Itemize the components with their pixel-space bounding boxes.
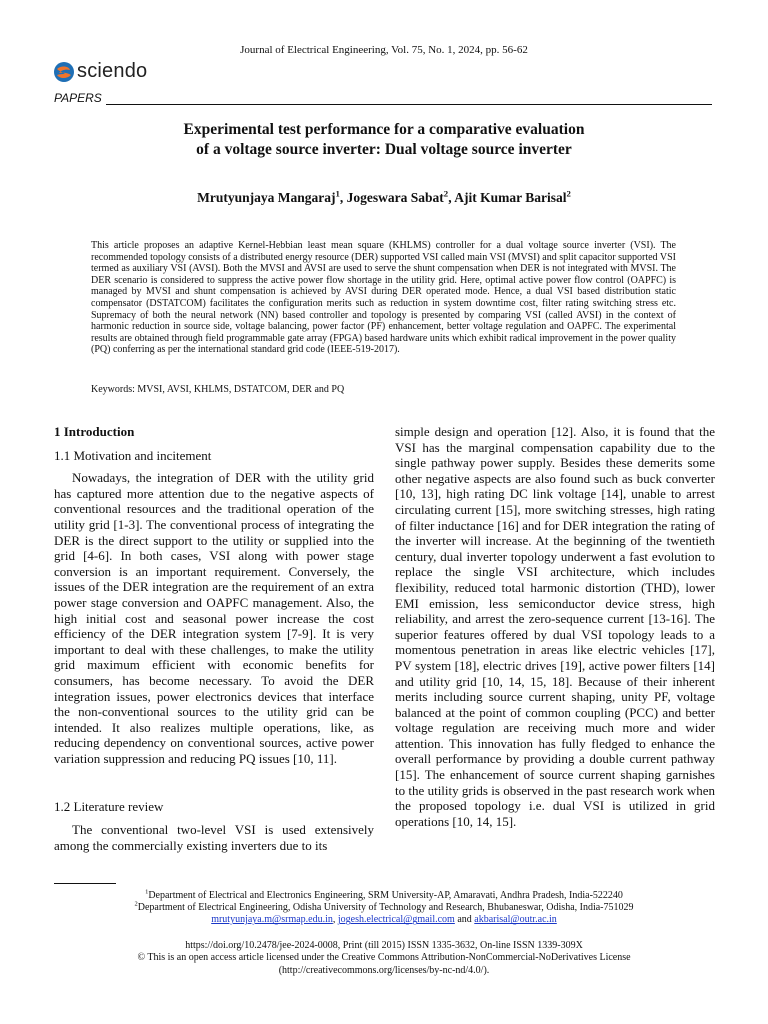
abstract: This article proposes an adaptive Kernel-Hebbian least mean square (KHLMS) controller for a dual voltage source inverter (VSI). The recommended topology consists of a distributed energy resource (DER) supported VSI called main VSI (MVSI) and split capacitor supported VSI termed as auxiliary VSI (AVSI). Both the MVSI and AVSI are used to serve the shunt compensation when DER is not integrated with MVSI. The DER scenario is considered to suppress the active power flow shortage in the utility grid. Here, optimal active power flow control (OAPFC) is managed by MVSI and shunt compensation is achieved by AVSI during DER operated mode. Hence, a dual VSI based distribution static compensator (DSTATCOM) facilitates the configuration merits such as reduction in system downtime cost, filter rating switching stress etc. Supremacy of both the neural network (NN) based controller and topology is presented by comparing VSI (called AVSI) in the context of harmonic reduction in source side, voltage balancing, power factor (PF) enhancement, better voltage regulation and OAPFC. The experimental results are obtained through field programmable gate array (FPGA) based hardware units which exhibit radical improvement in the power quality (PQ) conferring as per the international standard grid code (IEEE-519-2017). xyxy=(91,240,676,356)
author-affiliation-mark: 2 xyxy=(443,188,449,199)
email-separator: and xyxy=(454,914,475,926)
email-separator: , xyxy=(332,914,338,926)
affiliation-text: Department of Electrical Engineering, Odisha University of Technology and Research, Bhubaneswar, Odisha, India-751029 xyxy=(137,902,634,914)
section-label: PAPERS xyxy=(54,91,102,105)
affiliation-mark: 1 xyxy=(145,888,149,896)
affiliations xyxy=(0,890,768,927)
affiliation-mark: 2 xyxy=(134,900,138,908)
sciendo-logo-icon xyxy=(54,62,74,82)
footnote-rule xyxy=(54,883,116,884)
author-name: Ajit Kumar Barisal xyxy=(454,190,567,205)
header-rule xyxy=(106,104,712,105)
article-title-line-1: Experimental test performance for a comparative evaluation xyxy=(183,121,585,138)
article-title-line-2: of a voltage source inverter: Dual voltage source inverter xyxy=(196,141,572,158)
affiliation xyxy=(0,902,768,914)
body-paragraph: The conventional two-level VSI is used extensively among the commercially existing inverters due to its xyxy=(54,822,374,853)
affiliation-text: Department of Electrical and Electronics Engineering, SRM University-AP, Amaravati, Andhra Pradesh, India-522240 xyxy=(148,890,623,901)
license-line: © This is an open access article licensed under the Creative Commons Attribution-NonCommercial-NoDerivatives License xyxy=(137,952,631,964)
license-url: (http://creativecommons.org/licenses/by-nc-nd/4.0/). xyxy=(278,964,490,976)
body-paragraph: simple design and operation [12]. Also, it is found that the VSI has the marginal compensation capability due to the single pathway power supply. Besides these demerits some other negative aspects are also found such as buck converter [10, 13], high rating DC link voltage [14], unable to arrest circulating current [15], more switching stresses, high rating of filter inductance [16] and for DER integration the rating of the inverter will increase. At the beginning of the twentieth century, dual inverter topology underwent a fast evolution to replace the single VSI architecture, which includes flexibility, reduced total harmonic distortion (THD), lower EMI emission, less semiconductor device stress, high reliability, and arrest the zero-sequence current [13-16]. The superior features offered by dual VSI topology leads to a momentous penetration in areas like electric vehicles [17], PV system [18], electric drives [19], active power filters [14] and utility grid [10, 14, 15, 18]. Because of their inherent merits including source current shaping, unity PF, voltage balanced at the point of common coupling (PCC) and better voltage regulation are receiving much more and wider attention. This innovation has fully fledged to enhance the overall performance by providing a double current pathway [15]. The enhancement of source current shaping garnishes to the utility grids is observed in the past research work when the proposed topology i.e. dual VSI is utilized in grid operations [10, 14, 15]. xyxy=(395,424,715,829)
author-name: Jogeswara Sabat xyxy=(346,190,444,205)
doi-line: https://doi.org/10.2478/jee-2024-0008, Print (till 2015) ISSN 1335-3632, On-line ISSN 1339-309X xyxy=(185,940,583,951)
section-heading: 1 Introduction xyxy=(54,424,135,439)
publisher-logo xyxy=(54,60,147,83)
right-column xyxy=(395,424,715,829)
email-link[interactable]: jogesh.electrical@gmail.com xyxy=(337,914,455,926)
author-name: Mrutyunjaya Mangaraj xyxy=(197,190,336,205)
email-link[interactable]: akbarisal@outr.ac.in xyxy=(474,914,557,926)
subsection-heading: 1.1 Motivation and incitement xyxy=(54,447,212,463)
author-separator: , xyxy=(448,190,455,205)
subsection-heading: 1.2 Literature review xyxy=(54,799,164,815)
left-column xyxy=(54,424,374,853)
author-emails xyxy=(0,914,768,926)
author-list xyxy=(0,190,768,206)
article-title xyxy=(0,120,768,160)
journal-citation: Journal of Electrical Engineering, Vol. 75, No. 1, 2024, pp. 56-62 xyxy=(240,44,528,56)
body-paragraph: Nowadays, the integration of DER with the utility grid has captured more attention due to the negative aspects of conventional resources and the traditional operation of the utility grid [1-3]. The conventional process of integrating the DER is the direct support to the utility or supplied into the grid [4-6]. In both cases, VSI along with power stage conversion is an important requirement. Conversely, the issues of the DER integration are the requirement of an extra power stage conversion and OAPFC management. Also, the high initial cost and seasonal power increase the cost efficiency of the DER integration system [7-9]. It is very important to deal with these challenges, to make the utility grid maximum efficient with economic benefits for consumers, has become necessary. To avoid the DER integration issues, power electronics devices that interface the non-conventional sources to the utility grid can be intended. It also realizes multiple operations, like, as reducing dependency on conventional sources, active power variation suppression and reducing PQ issues [10, 11]. xyxy=(54,470,374,766)
author-affiliation-mark: 1 xyxy=(335,188,340,199)
affiliation xyxy=(0,890,768,902)
publisher-name: sciendo xyxy=(77,60,148,82)
author-separator: , xyxy=(339,190,347,205)
keywords: Keywords: MVSI, AVSI, KHLMS, DSTATCOM, DER and PQ xyxy=(91,384,345,395)
email-link[interactable]: mrutyunjaya.m@srmap.edu.in xyxy=(211,914,333,926)
publication-info xyxy=(0,940,768,977)
author-affiliation-mark: 2 xyxy=(566,188,571,199)
